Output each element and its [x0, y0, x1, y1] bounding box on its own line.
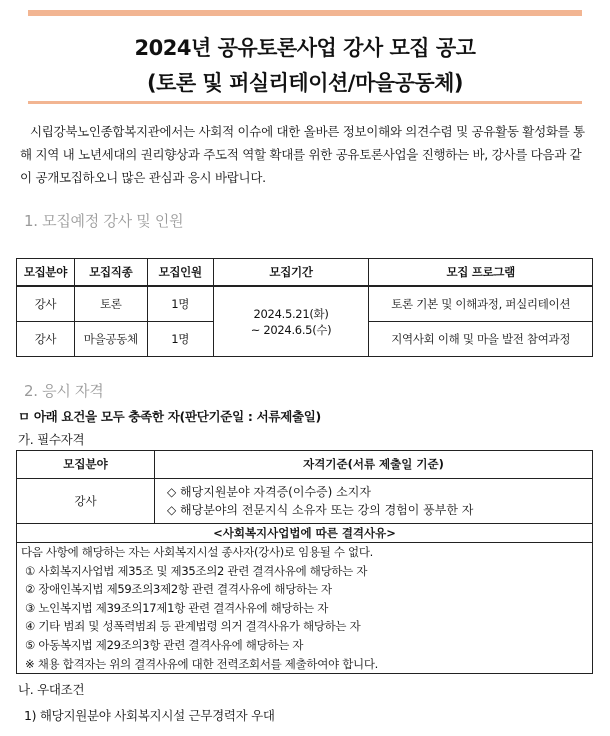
header-job: 모집직종	[74, 259, 147, 287]
intro-paragraph: 시립강북노인종합복지관에서는 사회적 이슈에 대한 올바른 정보이해와 의견수렴 및 공유활동 활성화를 통해 지역 내 노년세대의 권리향상과 주도적 역할 확대를 위한 공유토론사업을 진행하는 바, 강사를 다음과 같이 공개모집하오니 많은 관심과 응시 바랍니다.	[20, 124, 585, 185]
table-header-row	[17, 451, 592, 479]
cell-count: 1명	[147, 322, 213, 357]
condition-note: ㅁ 아래 요건을 모두 충족한 자(판단기준일 : 서류제출일)	[18, 409, 321, 424]
section-heading-qualification: 2. 응시 자격	[24, 382, 104, 400]
header-count: 모집인원	[147, 259, 213, 287]
disqualification-intro: 다음 사항에 해당하는 자는 사회복지시설 종사자(강사)로 임용될 수 없다.	[21, 545, 374, 559]
disqualification-list	[21, 543, 587, 673]
list-item: ⑤ 아동복지법 제29조의3항 관련 결격사유에 해당하는 자	[25, 637, 304, 652]
table-row	[17, 286, 593, 322]
page-title: 2024년 공유토론사업 강사 모집 공고	[134, 36, 476, 60]
cell-job: 마을공동체	[74, 322, 147, 357]
disqualification-title: <사회복지사업법에 따른 결격사유>	[17, 524, 592, 543]
list-item: ② 장애인복지법 제59조의3제2항 관련 결격사유에 해당하는 자	[25, 582, 332, 597]
cell-job: 토론	[74, 286, 147, 322]
top-accent-bar	[28, 10, 582, 16]
period-start: 2024.5.21(화)	[253, 306, 329, 321]
cell-program: 토론 기본 및 이해과정, 퍼실리테이션	[369, 286, 593, 322]
period-end: ~ 2024.6.5(수)	[250, 322, 332, 337]
title-accent-bar	[28, 101, 582, 104]
header-program: 모집 프로그램	[369, 259, 593, 287]
page-subtitle: (토론 및 퍼실리테이션/마을공동체)	[147, 71, 463, 95]
criteria-item: ◇ 해당분야의 전문지식 소유자 또는 강의 경험이 풍부한 자	[167, 503, 474, 517]
cell-count: 1명	[147, 286, 213, 322]
cell-period	[213, 286, 369, 357]
required-qualification-heading: 가. 필수자격	[18, 432, 85, 447]
header-period: 모집기간	[213, 259, 369, 287]
list-item: ④ 기타 범죄 및 성폭력범죄 등 관계법령 의거 결격사유가 해당하는 자	[25, 619, 361, 634]
header-field: 모집분야	[17, 259, 75, 287]
cell-program: 지역사회 이해 및 마을 발전 참여과정	[369, 322, 593, 357]
criteria-item: ◇ 해당지원분야 자격증(이수증) 소지자	[167, 485, 371, 499]
recruitment-table	[16, 258, 593, 357]
section-heading-recruitment: 1. 모집예정 강사 및 인원	[24, 212, 184, 230]
cell-field: 강사	[17, 286, 75, 322]
table-header-row	[17, 259, 593, 287]
table-row	[17, 479, 592, 524]
cell-field: 강사	[17, 479, 155, 523]
qualification-table	[16, 450, 593, 674]
header-criteria: 자격기준(서류 제출일 기준)	[303, 457, 444, 471]
preference-heading: 나. 우대조건	[18, 682, 85, 697]
cell-criteria	[167, 483, 587, 519]
preference-item: 1) 해당지원분야 사회복지시설 근무경력자 우대	[24, 708, 275, 723]
list-item: ※ 채용 합격자는 위의 결격사유에 대한 전력조회서를 제출하여야 합니다.	[25, 656, 378, 671]
cell-field: 강사	[17, 322, 75, 357]
header-field: 모집분야	[17, 451, 155, 478]
list-item: ③ 노인복지법 제39조의17제1항 관련 결격사유에 해당하는 자	[25, 600, 329, 615]
list-item: ① 사회복지사업법 제35조 및 제35조의2 관련 결격사유에 해당하는 자	[25, 563, 368, 578]
